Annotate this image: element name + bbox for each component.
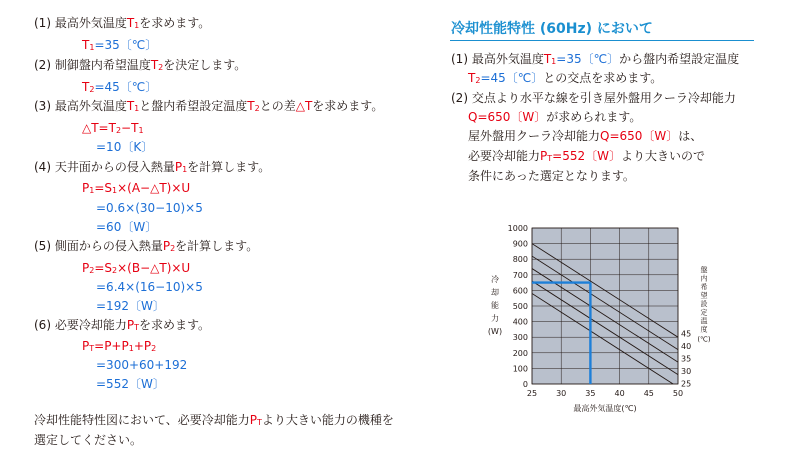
step-4-equation-2: =0.6×(30−10)×5: [96, 201, 203, 215]
y-tick-100: 100: [512, 364, 528, 374]
y-axis-label: 冷却能力(W): [487, 275, 503, 336]
series-label-40: 40: [681, 341, 692, 351]
step-3-equation-1: $\triangle T=T_2-T_1$: [82, 121, 144, 135]
right-step-2-line-4: 必要冷却能力$P_T=552$〔W〕より大きいので: [468, 149, 705, 163]
y-tick-300: 300: [512, 333, 528, 343]
x-axis-label: 最高外気温度(℃): [573, 404, 637, 413]
x-tick-25: 25: [526, 389, 538, 398]
y-tick-800: 800: [512, 255, 528, 265]
x-tick-40: 40: [614, 389, 625, 398]
y-tick-700: 700: [512, 270, 528, 280]
x-tick-45: 45: [643, 389, 654, 398]
step-5-heading: (5) 側面からの侵入熱量$P_2$を計算します。: [34, 239, 259, 253]
right-step-1-line-1: (1) 最高外気温度$T_1=35$〔℃〕から盤内希望設定温度: [451, 52, 740, 66]
right-step-2-line-5: 条件にあった選定となります。: [468, 169, 635, 183]
y-tick-600: 600: [512, 286, 528, 296]
y-tick-labels: [508, 224, 528, 389]
step-2-heading: (2) 制御盤内希望温度$T_2$を決定します。: [34, 58, 247, 72]
step-4-heading: (4) 天井面からの侵入熱量$P_1$を計算します。: [34, 160, 271, 174]
x-tick-35: 35: [585, 389, 596, 398]
right-axis-label: 盤内希望設定温度(℃): [697, 266, 711, 344]
x-tick-30: 30: [556, 389, 567, 398]
step-6-heading: (6) 必要冷却能力$P_T$を求めます。: [34, 318, 211, 332]
step-2-equation: $T_2=45$〔℃〕: [82, 80, 158, 94]
y-tick-500: 500: [512, 302, 528, 311]
series-labels: [681, 329, 691, 388]
y-tick-900: 900: [512, 239, 528, 249]
x-tick-labels: [527, 389, 683, 398]
step-3-equation-2: =10〔K〕: [96, 140, 154, 154]
series-label-45: 45: [681, 329, 692, 339]
cooling-performance-chart: [470, 210, 750, 420]
right-step-2-line-1: (2) 交点より水平な線を引き屋外盤用クーラ冷却能力: [451, 91, 736, 105]
selection-note-line-1: 冷却性能特性図において、必要冷却能力$P_T$より大きい能力の機種を: [34, 413, 394, 427]
right-step-2-line-3: 屋外盤用クーラ冷却能力Q=650〔W〕は、: [468, 129, 703, 143]
series-label-35: 35: [681, 354, 692, 364]
step-1-heading: (1) 最高外気温度$T_1$を求めます。: [34, 16, 211, 30]
y-tick-200: 200: [512, 348, 528, 358]
step-6-equation-3: =552〔W〕: [96, 377, 165, 391]
step-5-equation-1: $P_2=S_2\times(B-\triangle T)\times U$: [82, 261, 191, 275]
x-tick-50: 50: [672, 389, 684, 398]
step-4-equation-3: =60〔W〕: [96, 220, 158, 234]
step-6-equation-1: $P_T=P+P_1+P_2$: [82, 339, 157, 353]
step-6-equation-2: =300+60+192: [96, 358, 188, 372]
step-5-equation-2: =6.4×(16−10)×5: [96, 280, 203, 294]
y-tick-0: 0: [522, 380, 528, 389]
section-title-rule: [450, 40, 754, 41]
y-tick-400: 400: [512, 317, 528, 327]
right-step-1-line-2: $T_2=45$〔℃〕との交点を求めます。: [468, 71, 663, 85]
step-4-equation-1: $P_1=S_1\times(A-\triangle T)\times U$: [82, 181, 191, 195]
selection-note-line-2: 選定してください。: [34, 433, 143, 447]
step-1-equation: $T_1=35$〔℃〕: [82, 38, 158, 52]
series-label-25: 25: [681, 379, 692, 389]
y-tick-1000: 1000: [507, 224, 528, 233]
section-title: 冷却性能特性 (60Hz) において: [451, 21, 653, 37]
step-5-equation-3: =192〔W〕: [96, 299, 165, 313]
step-3-heading: (3) 最高外気温度$T_1$と盤内希望設定温度$T_2$との差△Tを求めます。: [34, 99, 384, 113]
series-label-30: 30: [681, 366, 692, 376]
right-step-2-line-2: Q=650〔W〕が求められます。: [468, 110, 642, 124]
